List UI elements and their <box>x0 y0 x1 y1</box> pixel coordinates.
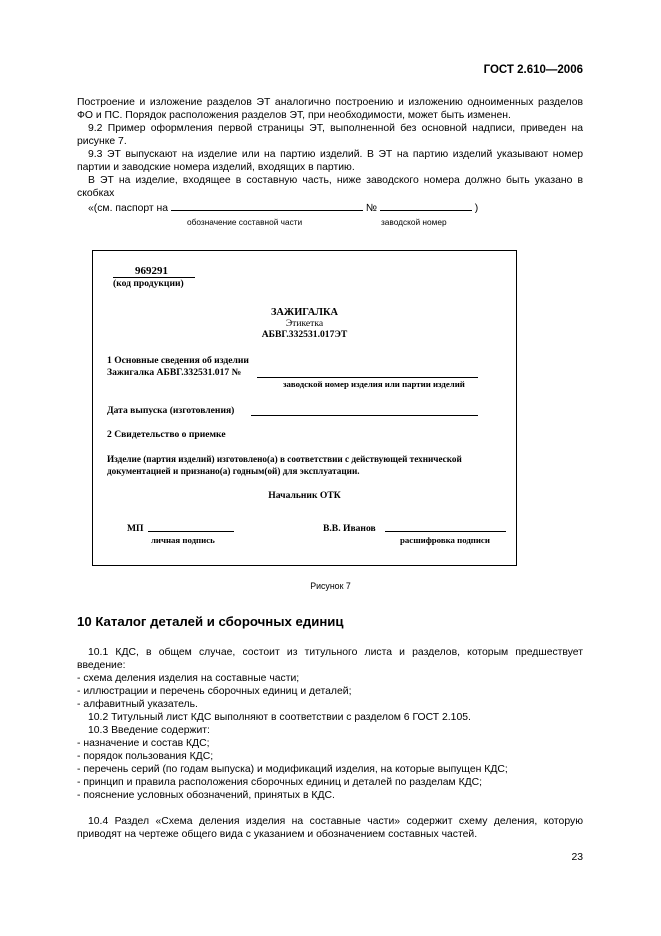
manufacture-date-field <box>251 415 478 416</box>
section-10-heading: 10 Каталог деталей и сборочных единиц <box>77 614 344 629</box>
part-designation-line <box>171 210 363 211</box>
manufacture-date-label: Дата выпуска (изготовления) <box>107 405 235 416</box>
section-1-title: 1 Основные сведения об изделии <box>107 355 249 366</box>
list-item: - алфавитный указатель. <box>77 699 198 710</box>
paragraph-9-2: 9.2 Пример оформления первой страницы ЭТ, выполненной без основной надписи, приведен на рисунке 7. <box>77 123 583 147</box>
product-serial-line: Зажигалка АБВГ.332531.017 № <box>107 367 242 378</box>
caption-part-designation: обозначение составной части <box>187 217 303 227</box>
label-example-figure <box>92 250 517 566</box>
reference-line <box>88 203 478 214</box>
reference-suffix: ) <box>474 203 479 214</box>
list-item: - назначение и состав КДС; <box>77 738 210 749</box>
paragraph-9-3-cont: В ЭТ на изделие, входящее в составную часть, ниже заводского номера должно быть указано в скобках <box>77 175 583 199</box>
document-type: Этикетка <box>285 318 324 329</box>
acceptance-text-1: Изделие (партия изделий) изготовлено(а) в соответствии с действующей технической <box>107 454 462 464</box>
figure-caption: Рисунок 7 <box>310 581 351 591</box>
acceptance-text-2: документацией и признано(а) годным(ой) для эксплуатации. <box>107 466 360 476</box>
standard-number: ГОСТ 2.610—2006 <box>483 64 583 76</box>
caption-serial-number: заводской номер <box>381 217 447 227</box>
serial-number-line <box>380 210 472 211</box>
reference-prefix: «(см. паспорт на <box>88 203 169 214</box>
decode-caption: расшифровка подписи <box>400 535 490 545</box>
paragraph-10-1: 10.1 КДС, в общем случае, состоит из титульного листа и разделов, которым предшествует введение: <box>77 647 583 671</box>
list-item: - принцип и правила расположения сборочных единиц и деталей по разделам КДС; <box>77 777 483 788</box>
number-sign: № <box>365 203 378 214</box>
signature-field <box>148 531 234 532</box>
list-item: - иллюстрации и перечень сборочных единиц и деталей; <box>77 686 352 697</box>
paragraph-intro-1: Построение и изложение разделов ЭТ аналогично построению и изложению одноименных разделов ФО и ПС. Порядок расположения разделов ЭТ, при необходимости, может быть изменен. <box>77 97 583 121</box>
list-item: - перечень серий (по годам выпуска) и модификаций изделия, на которые выпущен КДС; <box>77 764 508 775</box>
product-title: ЗАЖИГАЛКА <box>270 307 339 318</box>
list-item: - схема деления изделия на составные части; <box>77 673 300 684</box>
list-item: - пояснение условных обозначений, принятых в КДС. <box>77 790 335 801</box>
serial-number-caption: заводской номер изделия или партии изделий <box>283 379 465 389</box>
signer-name: В.В. Иванов <box>323 523 376 534</box>
paragraph-10-3: 10.3 Введение содержит: <box>88 725 210 736</box>
decode-field <box>385 531 506 532</box>
page-number: 23 <box>571 852 583 863</box>
paragraph-10-4: 10.4 Раздел «Схема деления изделия на составные части» содержит схему деления, которую приводят на чертеже общего вида с указанием и обозначением составных частей. <box>77 816 583 840</box>
seal-place: МП <box>127 523 144 534</box>
product-code: 969291 <box>135 265 168 277</box>
list-item: - порядок пользования КДС; <box>77 751 214 762</box>
paragraph-10-2: 10.2 Титульный лист КДС выполняют в соответствии с разделом 6 ГОСТ 2.105. <box>88 712 471 723</box>
serial-number-field <box>257 377 478 378</box>
otk-head: Начальник ОТК <box>268 490 341 501</box>
section-2-title: 2 Свидетельство о приемке <box>107 429 226 440</box>
product-code-label: (код продукции) <box>113 278 184 289</box>
document-designation: АБВГ.332531.017ЭТ <box>261 329 348 340</box>
list-introduction-contents <box>77 737 508 802</box>
list-kds-contents <box>77 672 351 711</box>
paragraph-9-3: 9.3 ЭТ выпускают на изделие или на партию изделий. В ЭТ на партию изделий указывают номер партии и заводские номера изделий, входящих в партию. <box>77 149 583 173</box>
signature-caption: личная подпись <box>151 535 215 545</box>
